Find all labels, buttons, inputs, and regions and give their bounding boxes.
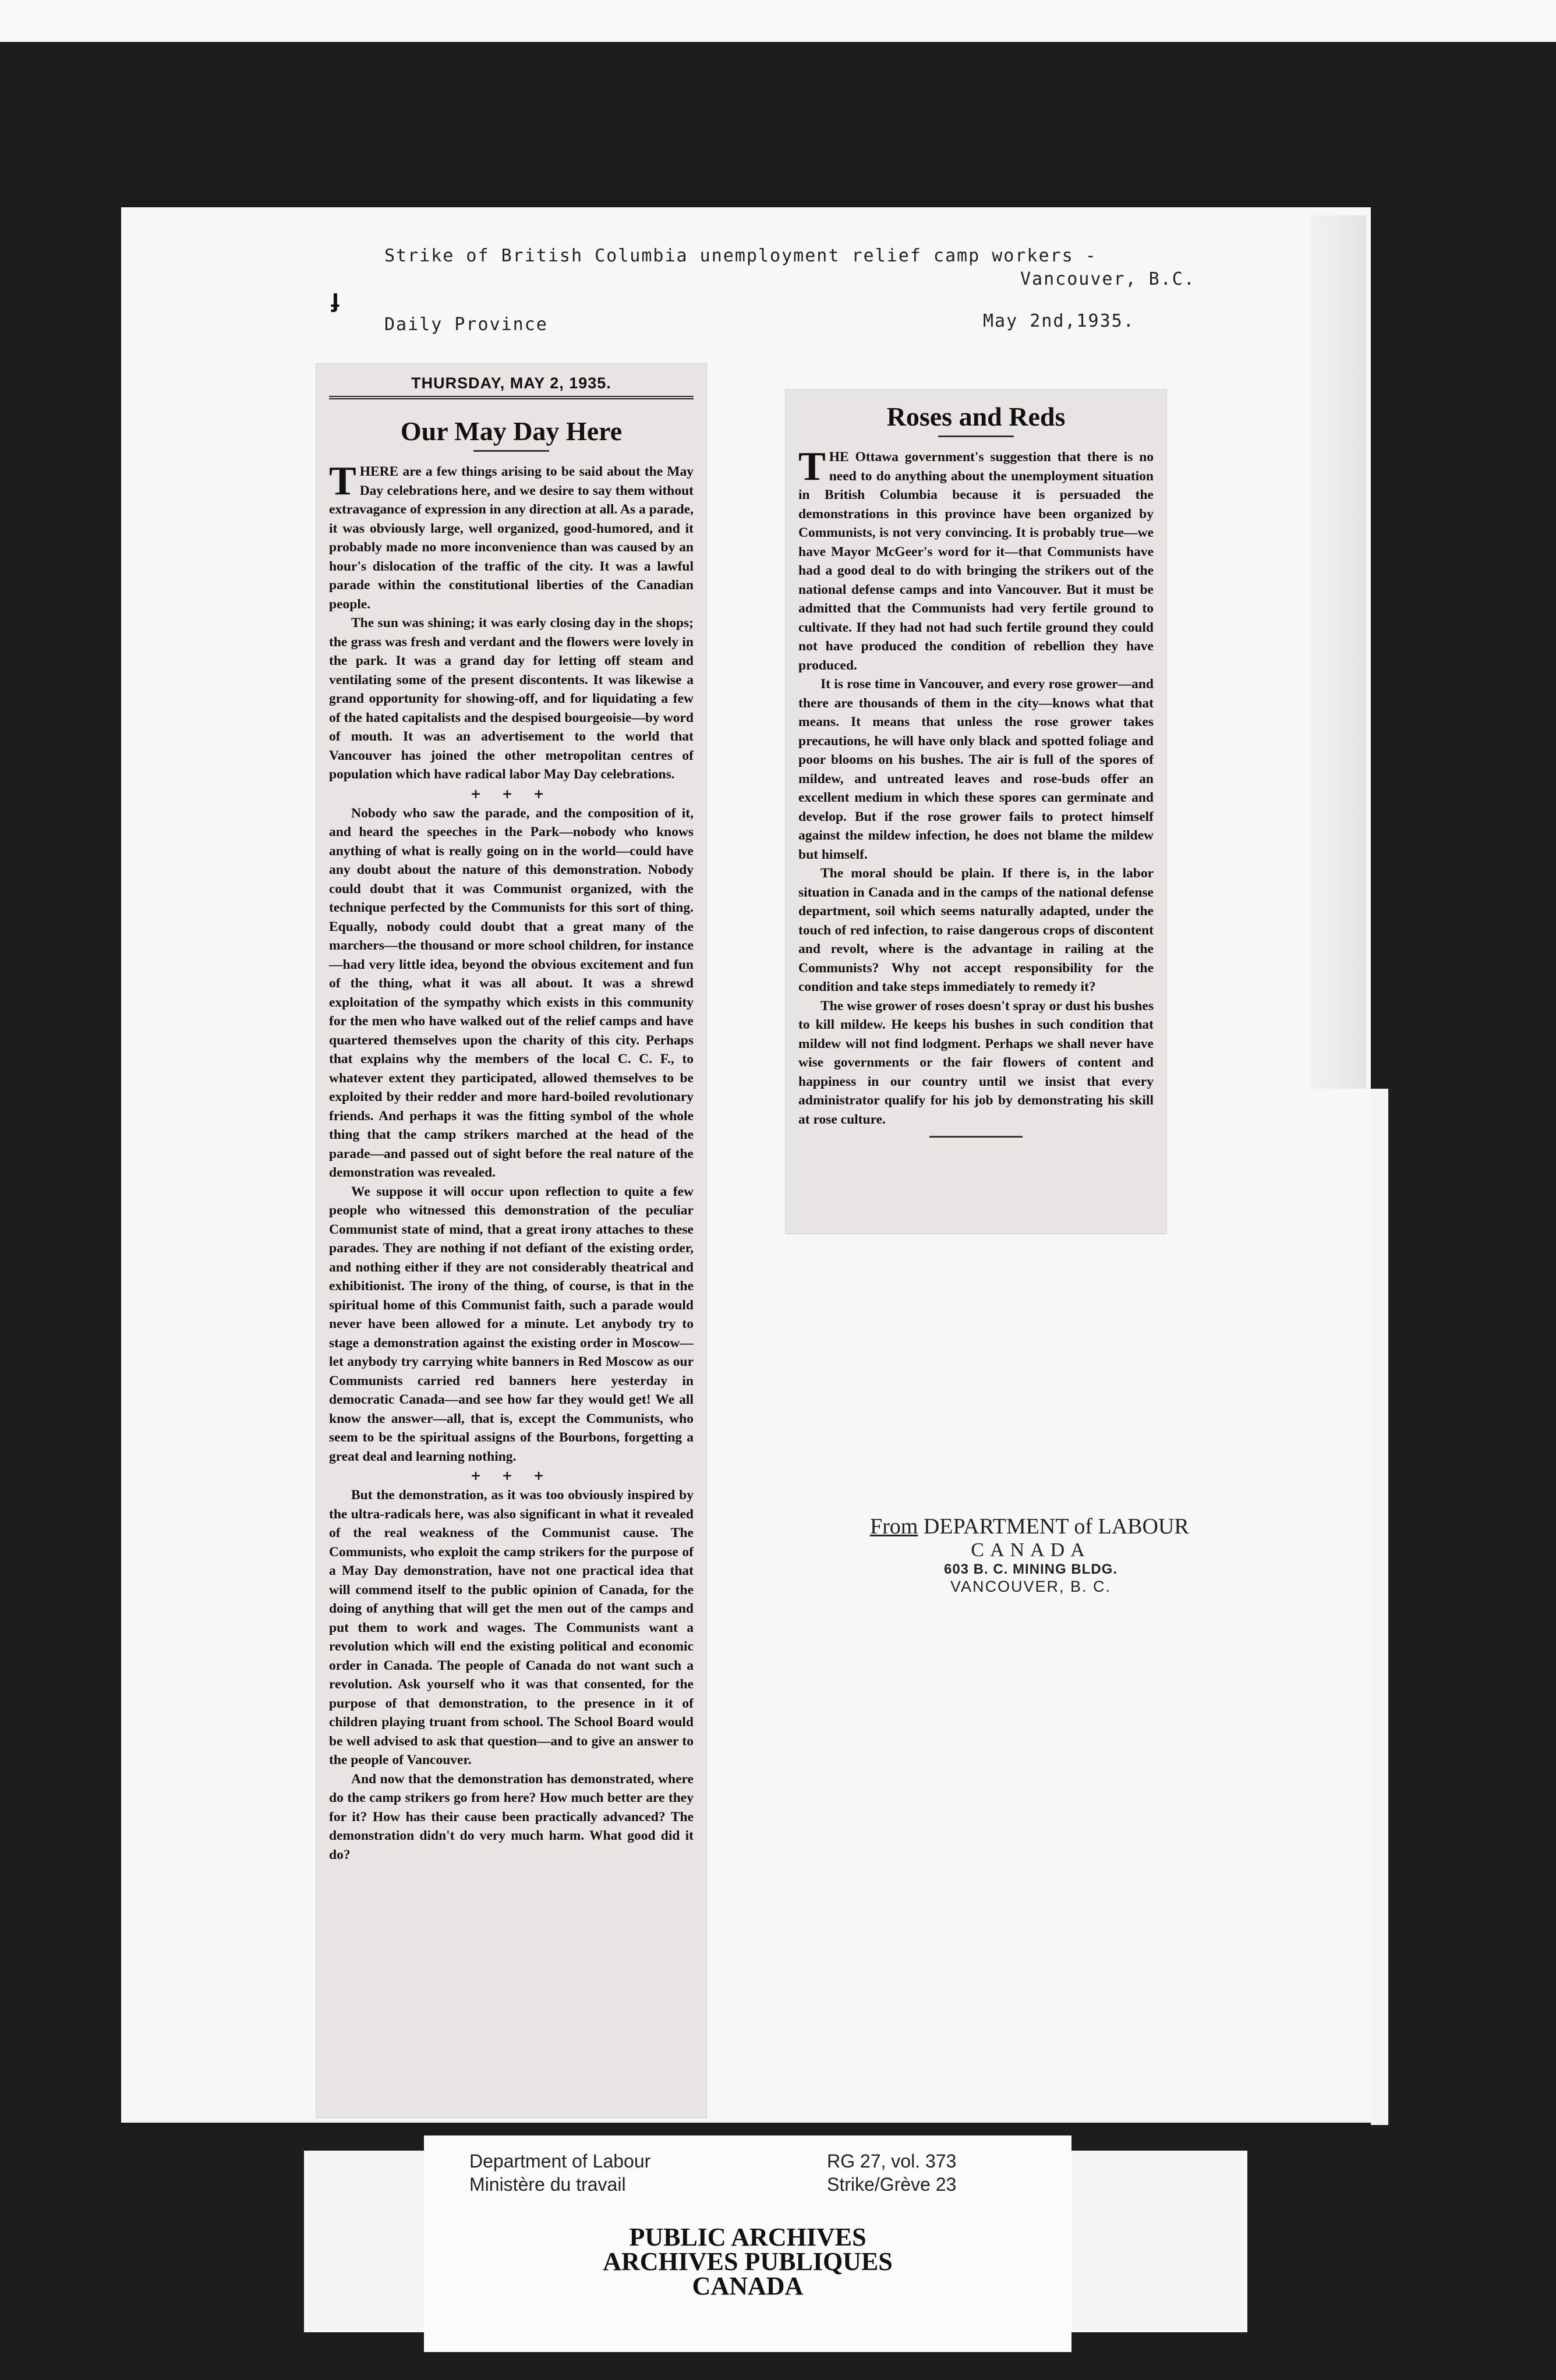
article-paragraph: Nobody who saw the parade, and the composition of it, and heard the speeches in the Park—nobody who knows anything of what is really going on in the world—could have any doubt about the nature of this demonstration. Nobody could doubt that it was Communist organized, with the technique perfected by the Communists for this sort of thing. Equally, nobody could doubt that a great many of the marchers—the thousand or more school children, for instance—had very little idea, beyond the obvious excitement and fun of the thing, what it was all about. It was a shrewd exploitation of the sympathy which exists in this community for the men who have walked out of the relief camps and have quartered themselves upon the charity of this city. Perhaps that explains why the members of the local C. C. F., to whatever extent they participated, allowed themselves to be exploited by their redder and more hard-boiled revolutionary friends. And perhaps it was the fitting symbol of the whole thing that the camp strikers marched at the head of the parade—and passed out of sight before the real nature of the demonstration was revealed. [329,805,694,1180]
punch-mark: ɟ [331,284,340,313]
stamp-address-1: 603 B. C. MINING BLDG. [943,1561,1118,1577]
headline-rule [938,435,1014,437]
label-dept-en: Department of Labour [469,2151,651,2172]
stamp-address-2: VANCOUVER, B. C. [950,1578,1112,1595]
headline-rule [473,450,549,452]
stamp-country: CANADA [971,1539,1091,1561]
article-paragraph: THERE are a few things arising to be said about the May Day celebrations here, and we desire to say them without extravagance of expression in any direction at all. As a parade, it was obviously large, well organized, good-humored, and it probably made no more inconvenience than was caused by an hour's dislocation of the traffic of the city. It was a lawful parade within the constitutional liberties of the Canadian people. [329,459,694,612]
department-stamp [868,1514,1194,1596]
scan-top-margin [0,0,1556,42]
article-paragraph: And now that the demonstration has demonstrated, where do the camp strikers go from here? How much better are they for it? How has their cause been practically advanced? The demonstration didn't do very much harm. What good did it do? [329,1771,694,1862]
typed-source: Daily Province [384,314,548,335]
typed-header-line2: Vancouver, B.C. [1020,269,1196,289]
typed-header-line1: Strike of British Columbia unemployment relief camp workers - [384,246,1097,266]
clipping-our-may-day-here [316,363,707,2118]
article-paragraph: But the demonstration, as it was too obviously inspired by the ultra-radicals here, was also significant in what it revealed of the real weakness of the Communist cause. The Communists, who exploit the camp strikers for the purpose of a May Day demonstration, have not one practical idea that will commend itself to the public opinion of Canada, for the doing of anything that will get the men out of the camps and put them to work and wages. The Communists want a revolution which will end the existing political and economic order in Canada. The people of Canada do not want such a revolution. Ask yourself who it was that consented, for the purpose of that demonstration, to the presence in it of children playing truant from school. The School Board would be well advised to ask that question—and to give an answer to the people of Vancouver. [329,1488,694,1768]
article-paragraph: The sun was shining; it was early closing day in the shops; the grass was fresh and verdant and the flowers were lovely in the park. It was a grand day for letting off steam and ventilating some of the present discontents. It was likewise a grand opportunity for showing-off, and for liquidating a few of the hated capitalists and the despised bourgeoisie—by word of mouth. It was an advertisement to the world that Vancouver has joined the other metropolitan centres of population which have radical labor May Day celebrations. [329,615,694,782]
label-reference: RG 27, vol. 373 [827,2151,957,2172]
article-paragraph: THE Ottawa government's suggestion that there is no need to do anything about the unemployment situation in British Columbia because it is persuaded the demonstrations in this province have been organized by Communists, is not very convincing. It is probably true—we have Mayor McGeer's word for it—that Communists have had a good deal to do with bringing the strikers out of the national defense camps and into Vancouver. But it must be admitted that the Communists had very fertile ground to cultivate. If they had not had such fertile ground they could not have produced the condition of rebellion they have produced. [798,444,1154,673]
section-divider: + + + [470,1468,553,1483]
archives-line-2: ARCHIVES PUBLIQUES [603,2247,893,2276]
paper-fold-shadow [1310,215,1366,1089]
article-paragraph: The moral should be plain. If there is, in the labor situation in Canada and in the camps of the national defense department, soil which seems naturally adapted, under the touch of red infection, to raise dangerous crops of discontent and revolt, where is the advantage in railing at the Communists? Why not accept responsibility for the condition and take steps immediately to remedy it? [798,866,1154,994]
clipping-dateline: THURSDAY, MAY 2, 1935. [329,370,694,399]
clipping-headline: Our May Day Here [400,416,623,446]
article-paragraph: We suppose it will occur upon reflection to quite a few people who witnessed this demonstration of the peculiar Communist state of mind, that a great irony attaches to these parades. They are nothing if not defiant of the existing order, and nothing either if they are not considerably theatrical and exhibitionist. The irony of the thing, of course, is that in the spiritual home of this Communist faith, such a parade would never have been allowed for a minute. Let anybody try to stage a demonstration against the existing order in Moscow—let anybody try carrying white banners in Red Moscow as our Communists carried red banners here yesterday in democratic Canada—and see how far they would get! We all know the answer—all, that is, except the Communists, who seem to be the spiritual assigns of the Bourbons, forgetting a great deal and learning nothing. [329,1184,694,1464]
stamp-department: DEPARTMENT of LABOUR [923,1514,1189,1539]
stamp-from: From [870,1514,918,1539]
label-file: Strike/Grève 23 [827,2174,957,2195]
sheet-edge [1371,1089,1388,2125]
public-archives-stamp [424,2225,1071,2298]
section-divider: + + + [470,786,553,802]
archives-line-3: CANADA [692,2272,804,2300]
archives-line-1: PUBLIC ARCHIVES [629,2223,867,2251]
article-paragraph: The wise grower of roses doesn't spray or dust his bushes to kill mildew. He keeps his bushes in such condition that mildew will not find lodgment. Perhaps we shall never have wise governments or the fair flowers of content and happiness in our country until we insist that every administrator qualify for his job by demonstrating his skill at rose culture. [798,998,1154,1127]
clipping-headline: Roses and Reds [886,402,1066,431]
typed-date: May 2nd,1935. [983,311,1135,331]
label-dept-fr: Ministère du travail [469,2174,626,2195]
article-paragraph: It is rose time in Vancouver, and every rose grower—and there are thousands of them in the city—knows what that means. It means that unless the rose grower takes precautions, he will have only black and spotted foliage and poor blooms on his bushes. The air is full of the spores of mildew, and untreated leaves and rose-buds offer an excellent medium in which these spores can germinate and develop. But if the rose grower fails to protect himself against the mildew infection, he does not blame the mildew but himself. [798,677,1154,862]
article-end-rule [929,1136,1023,1138]
clipping-roses-and-reds [785,389,1167,1234]
document-sheet [121,207,1371,2123]
